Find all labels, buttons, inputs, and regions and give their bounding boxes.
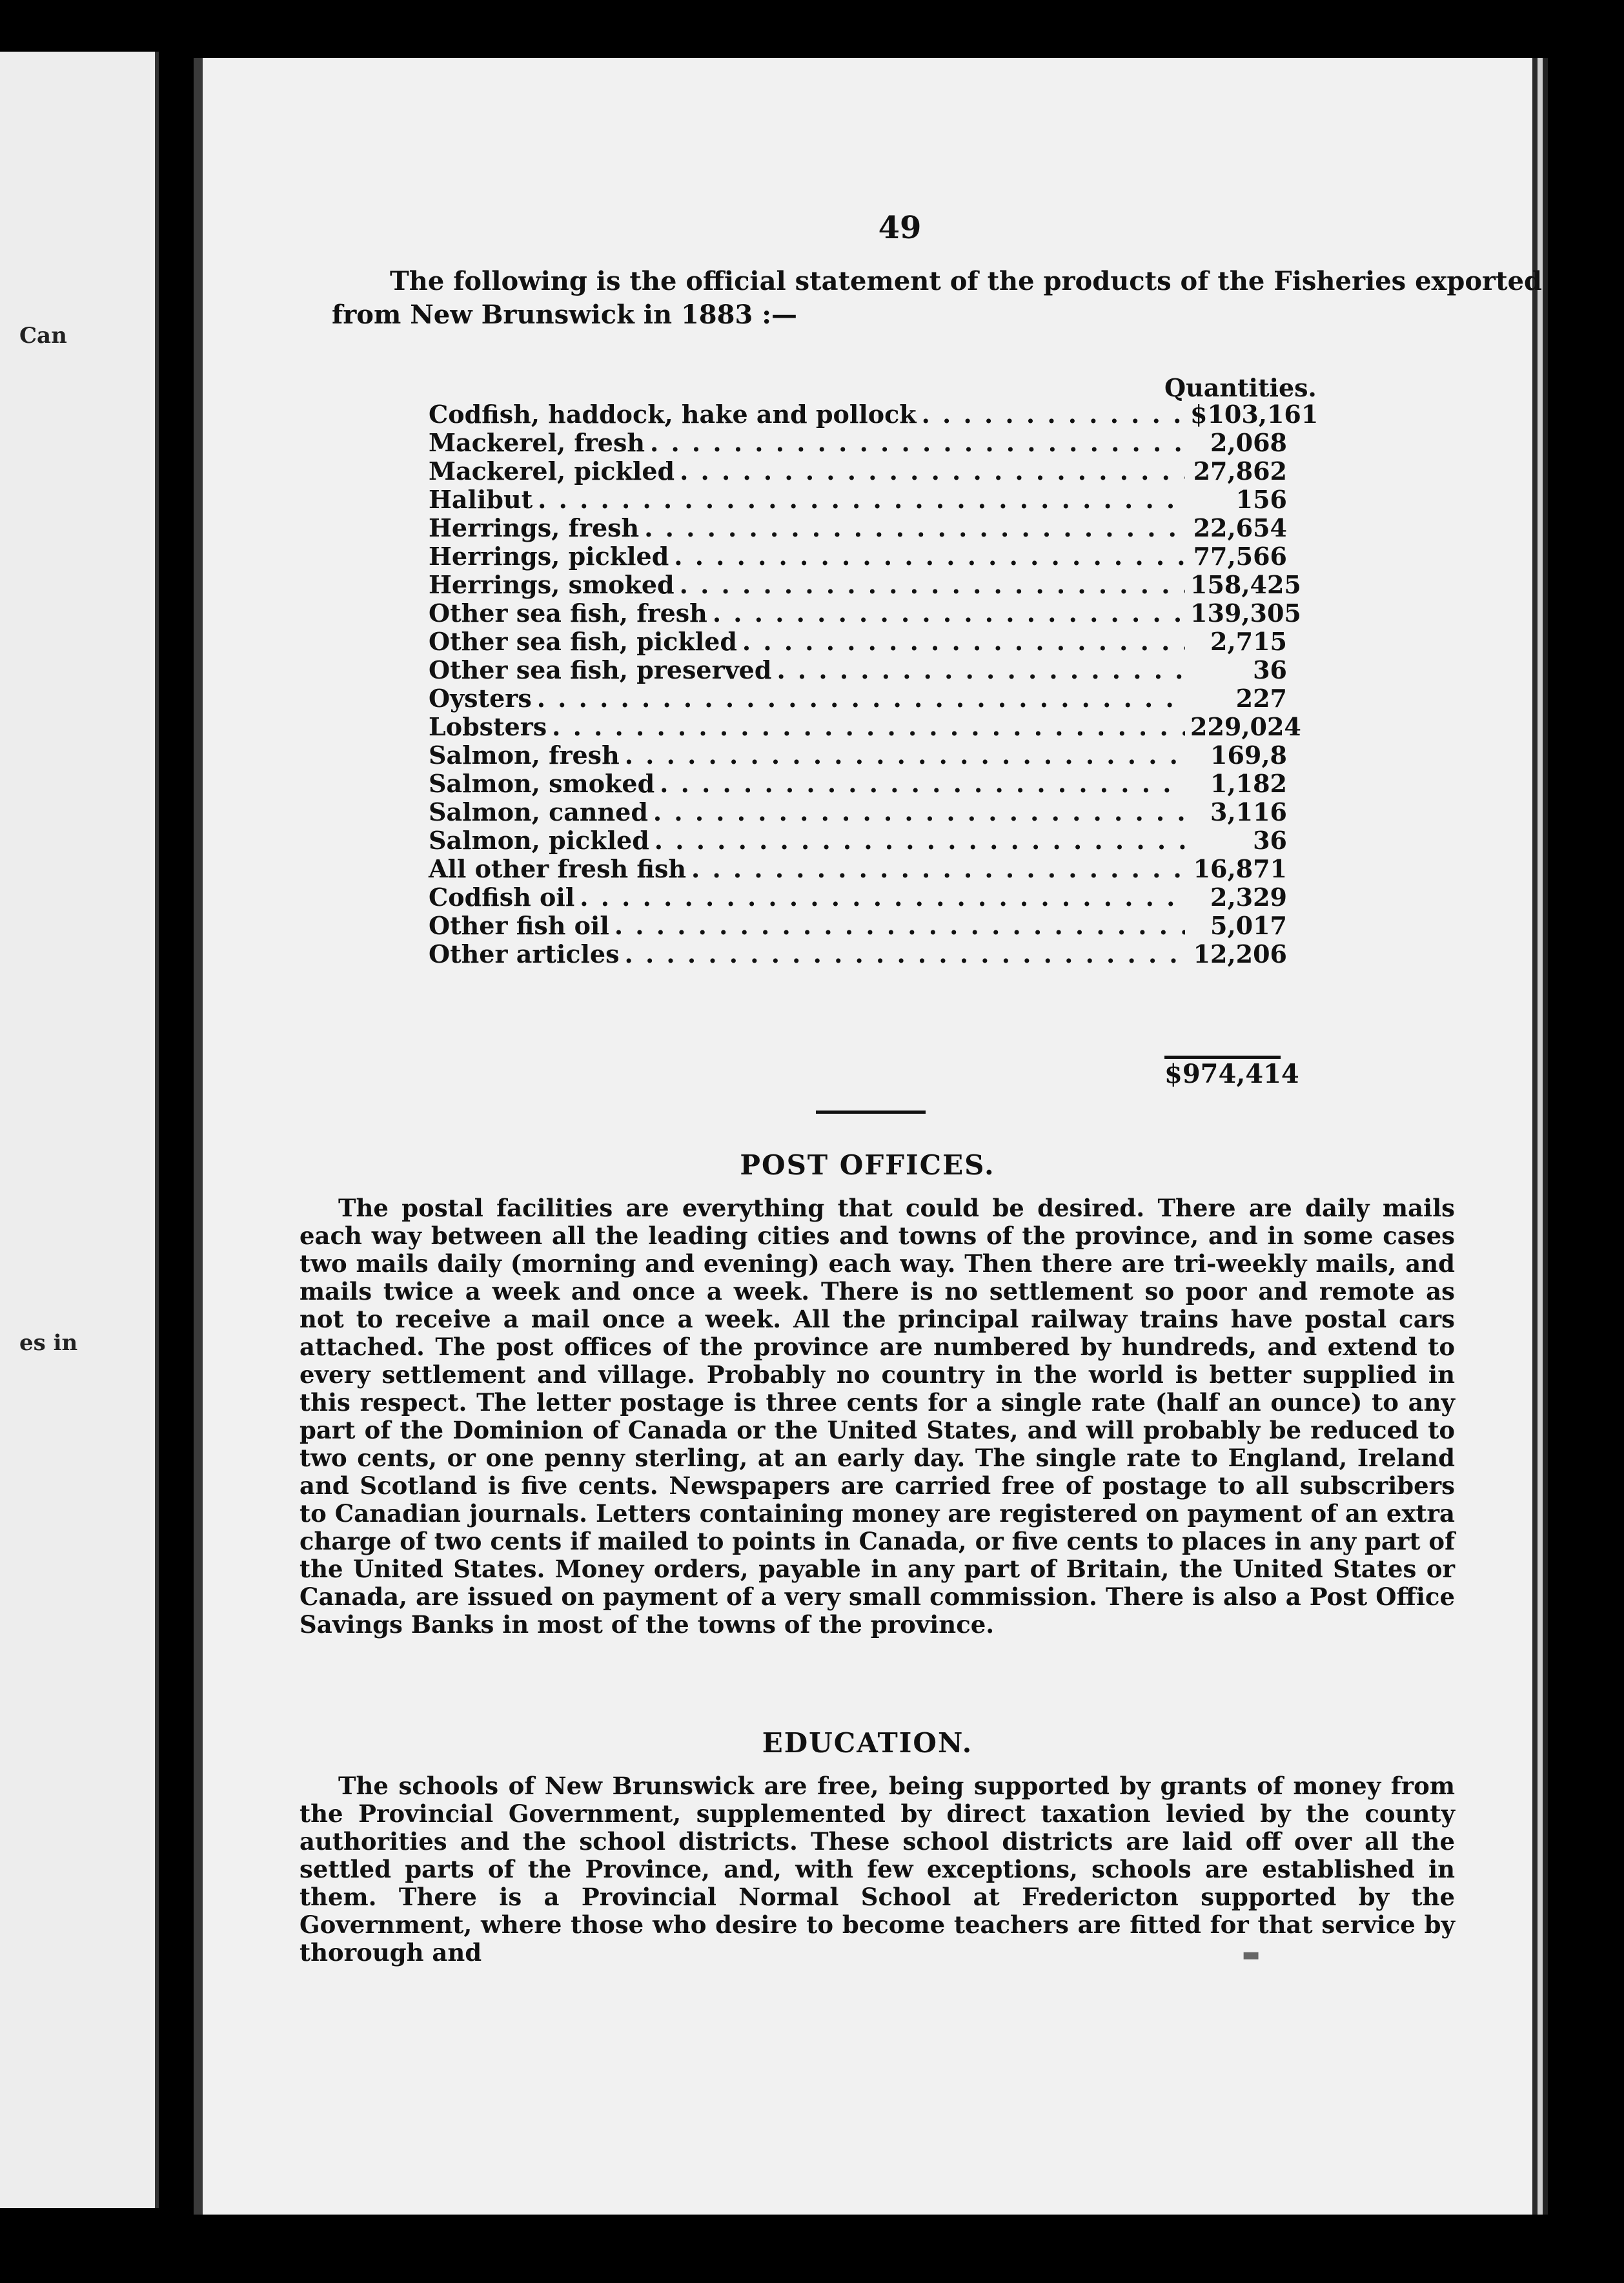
product-quantity: 27,862 bbox=[1193, 456, 1287, 486]
product-quantity: 5,017 bbox=[1210, 911, 1287, 940]
product-quantity: 229,024 bbox=[1190, 712, 1301, 741]
leader-dots bbox=[922, 400, 1185, 429]
leader-dots bbox=[713, 599, 1185, 628]
leader-dots bbox=[644, 513, 1185, 542]
table-row bbox=[429, 429, 1526, 457]
table-row bbox=[429, 826, 1526, 855]
leader-dots bbox=[742, 627, 1185, 656]
table-row bbox=[429, 741, 1526, 770]
product-quantity: 36 bbox=[1253, 826, 1287, 855]
product-name: Other sea fish, preserved bbox=[429, 655, 772, 684]
leader-dots bbox=[580, 883, 1185, 912]
table-row bbox=[429, 770, 1526, 798]
product-quantity: 169,8 bbox=[1210, 741, 1287, 770]
leader-dots bbox=[552, 712, 1185, 741]
table-row bbox=[429, 855, 1526, 883]
table-row bbox=[429, 571, 1526, 599]
education-paragraph bbox=[299, 1772, 1455, 1967]
table-row bbox=[429, 457, 1526, 486]
table-row bbox=[429, 883, 1526, 912]
leader-dots bbox=[624, 939, 1185, 968]
product-quantity: 16,871 bbox=[1193, 854, 1287, 883]
product-quantity: 2,068 bbox=[1210, 428, 1287, 457]
product-quantity: $103,161 bbox=[1190, 400, 1319, 429]
product-quantity: 227 bbox=[1235, 684, 1287, 713]
leader-dots bbox=[660, 769, 1185, 798]
table-total: $974,414 bbox=[1164, 1059, 1299, 1089]
table-row bbox=[429, 684, 1526, 713]
product-name: Other sea fish, fresh bbox=[429, 599, 707, 628]
product-name: Herrings, pickled bbox=[429, 542, 669, 571]
product-name: Codfish, haddock, hake and pollock bbox=[429, 400, 917, 429]
product-name: Herrings, smoked bbox=[429, 570, 675, 599]
post-offices-text: The postal facilities are everything that could be desired. There are daily mails each way between all the leading cities and towns of the province, and in some cases two mails daily (morning and evening) each way. Then there are tri-weekly mails, and mails twice a week and once a week. There is no settlement so poor and remote as not to receive a mail once a week. All the principal railway trains have postal cars attached. The post offices of the province are numbered by hundreds, and extend to every settlement and village. Probably no country in the world is better supplied in this respect. The letter postage is three cents for a single rate (half an ounce) to any part of the Dominion of Canada or the United States, and will probably be reduced to two cents, or one penny sterling, at an early day. The single rate to England, Ireland and Scotland is five cents. Newspapers are carried free of postage to all subscribers to Canadian journals. Letters containing money are registered on payment of an extra charge of two cents if mailed to points in Canada, or five cents to places in any part of the United States. Money orders, payable in any part of Britain, the United States or Canada, are issued on payment of a very small commission. There is also a Post Office Savings Banks in most of the towns of the province. bbox=[299, 1194, 1455, 1639]
product-name: Salmon, fresh bbox=[429, 741, 620, 770]
product-quantity: 156 bbox=[1235, 485, 1287, 514]
table-row bbox=[429, 599, 1526, 628]
table-row bbox=[429, 713, 1526, 741]
product-quantity: 2,715 bbox=[1210, 627, 1287, 656]
ink-mark: ▬ bbox=[1242, 1943, 1261, 1966]
document-page bbox=[194, 58, 1543, 2215]
table-row bbox=[429, 514, 1526, 542]
table-row bbox=[429, 798, 1526, 826]
table-row bbox=[429, 656, 1526, 684]
table-row bbox=[429, 400, 1526, 429]
product-name: Herrings, fresh bbox=[429, 513, 640, 542]
product-quantity: 2,329 bbox=[1210, 883, 1287, 912]
leader-dots bbox=[680, 456, 1185, 486]
product-name: Salmon, pickled bbox=[429, 826, 649, 855]
leader-dots bbox=[614, 911, 1185, 940]
facing-page-fragment: es in bbox=[19, 1330, 78, 1356]
product-name: Mackerel, pickled bbox=[429, 456, 675, 486]
leader-dots bbox=[650, 428, 1185, 457]
page-number: 49 bbox=[878, 210, 922, 246]
product-name: Other fish oil bbox=[429, 911, 609, 940]
product-name: Lobsters bbox=[429, 712, 547, 741]
leader-dots bbox=[653, 797, 1185, 826]
education-text: The schools of New Brunswick are free, being supported by grants of money from the Provincial Government, supplemented by direct taxation levied by the county authorities and the school districts. These school districts are laid off over all the settled parts of the Province, and, with few exceptions, schools are established in them. There is a Provincial Normal School at Fredericton supported by the Government, where those who desire to become teachers are fitted for that service by thorough and bbox=[299, 1772, 1455, 1967]
product-quantity: 158,425 bbox=[1190, 570, 1301, 599]
table-row bbox=[429, 542, 1526, 571]
intro-line: The following is the official statement of the products of the Fisheries exported bbox=[390, 266, 1543, 296]
product-name: Oysters bbox=[429, 684, 532, 713]
product-quantity: 12,206 bbox=[1193, 939, 1287, 968]
leader-dots bbox=[655, 826, 1185, 855]
product-name: Salmon, canned bbox=[429, 797, 648, 826]
product-name: Salmon, smoked bbox=[429, 769, 655, 798]
leader-dots bbox=[674, 542, 1185, 571]
table-row bbox=[429, 486, 1526, 514]
product-quantity: 3,116 bbox=[1210, 797, 1287, 826]
product-quantity: 139,305 bbox=[1190, 599, 1301, 628]
intro-line: from New Brunswick in 1883 :— bbox=[332, 300, 797, 330]
product-name: Codfish oil bbox=[429, 883, 575, 912]
product-quantity: 22,654 bbox=[1193, 513, 1287, 542]
product-name: All other fresh fish bbox=[429, 854, 686, 883]
facing-page-fragment: Can bbox=[19, 323, 67, 349]
leader-dots bbox=[538, 485, 1185, 514]
product-name: Other sea fish, pickled bbox=[429, 627, 737, 656]
product-quantity: 77,566 bbox=[1193, 542, 1287, 571]
table-row bbox=[429, 628, 1526, 656]
post-offices-paragraph bbox=[299, 1194, 1455, 1639]
leader-dots bbox=[691, 854, 1185, 883]
product-quantity: 36 bbox=[1253, 655, 1287, 684]
section-divider bbox=[816, 1111, 926, 1114]
table-row bbox=[429, 940, 1526, 968]
leader-dots bbox=[776, 655, 1185, 684]
quantities-header: Quantities. bbox=[1164, 373, 1317, 402]
product-quantity: 1,182 bbox=[1210, 769, 1287, 798]
leader-dots bbox=[625, 741, 1185, 770]
facing-page bbox=[0, 52, 159, 2208]
product-name: Other articles bbox=[429, 939, 620, 968]
table-row bbox=[429, 912, 1526, 940]
fisheries-table bbox=[429, 400, 1526, 968]
post-offices-heading: POST OFFICES. bbox=[740, 1149, 995, 1181]
education-heading: EDUCATION. bbox=[762, 1727, 973, 1759]
intro-statement bbox=[332, 265, 1543, 332]
leader-dots bbox=[537, 684, 1185, 713]
product-name: Halibut bbox=[429, 485, 533, 514]
product-name: Mackerel, fresh bbox=[429, 428, 645, 457]
leader-dots bbox=[680, 570, 1185, 599]
